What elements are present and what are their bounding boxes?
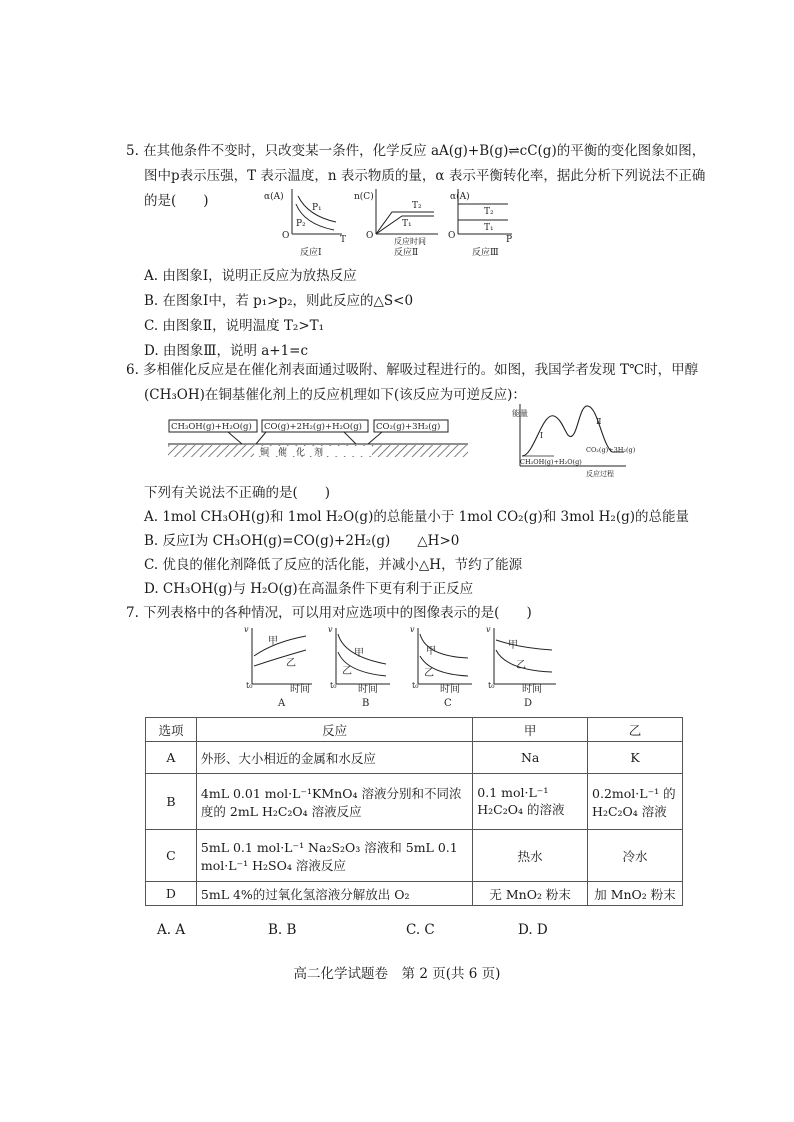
q5-fig1-xlabel: T <box>340 235 347 245</box>
q5-line-1: 5. 在其他条件不变时，只改变某一条件，化学反应 aA(g)+B(g)⇌cC(g)的平衡的变化图象如图， <box>126 143 706 159</box>
q7-graph-a <box>244 625 312 709</box>
q6-peak-1: Ⅰ <box>540 431 544 440</box>
q6-catalyst-label: 铜 催 化 剂 <box>260 448 324 458</box>
table-cell: 5mL 4%的过氧化氢溶液分解放出 O₂ <box>196 882 472 906</box>
q6-stem: 下列有关说法不正确的是( ) <box>144 485 331 501</box>
q6-energy-start: CH₃OH(g)+H₂O(g) <box>520 458 582 466</box>
svg-text:v: v <box>328 625 333 634</box>
svg-text:乙: 乙 <box>286 658 296 669</box>
q6-peak-2: Ⅱ <box>596 417 602 426</box>
svg-text:t₀: t₀ <box>412 681 419 690</box>
q5-fig3-ylabel: α(A) <box>450 192 470 202</box>
q6-energy-xlabel: 反应过程 <box>586 470 614 478</box>
q5-fig3-t2: T₂ <box>484 207 494 217</box>
q5-line-2: 图中p表示压强，T 表示温度，n 表示物质的量，α 表示平衡转化率，据此分析下列说法不正确 <box>144 168 706 184</box>
q5-fig2-t1: T₁ <box>402 219 412 229</box>
svg-text:时间: 时间 <box>358 684 378 695</box>
q5-figures <box>262 184 542 260</box>
svg-text:乙: 乙 <box>342 666 352 677</box>
q7-answer-d: D. D <box>518 922 548 938</box>
table-cell: 0.1 mol·L⁻¹ H₂C₂O₄ 的溶液 <box>473 774 588 830</box>
q6-energy-end: CO₂(g)+3H₂(g) <box>586 446 636 454</box>
table-cell: B <box>146 774 197 830</box>
table-cell: 加 MnO₂ 粉末 <box>588 882 683 906</box>
svg-text:A: A <box>278 698 286 709</box>
q6-line-2: (CH₃OH)在铜基催化剂上的反应机理如下(该反应为可逆反应)： <box>144 387 526 403</box>
svg-text:甲: 甲 <box>426 646 436 657</box>
q7-line-1: 7. 下列表格中的各种情况，可以用对应选项中的图像表示的是( ) <box>126 605 532 621</box>
table-cell: D <box>146 882 197 906</box>
q5-fig2-ylabel: n(C) <box>354 192 374 202</box>
table-cell: 外形、大小相近的金属和水反应 <box>196 742 472 774</box>
q5-fig3-xlabel: P <box>506 235 513 245</box>
table-cell: 热水 <box>473 830 588 882</box>
table-cell: 冷水 <box>588 830 683 882</box>
q6-mechanism-diagram <box>168 412 468 462</box>
q6-box-1-text: CH₃OH(g)+H₂O(g) <box>171 422 252 432</box>
q5-option-a: A. 由图象Ⅰ，说明正反应为放热反应 <box>144 268 357 284</box>
svg-text:v: v <box>244 625 249 634</box>
q5-fig2-origin: O <box>366 231 374 241</box>
q7-graph-c <box>410 625 472 709</box>
q5-fig3-caption: 反应Ⅲ <box>472 248 499 258</box>
table-row <box>146 742 683 774</box>
svg-text:C: C <box>444 698 452 709</box>
q6-option-b: B. 反应Ⅰ为 CH₃OH(g)=CO(g)+2H₂(g) △H>0 <box>144 533 460 549</box>
table-header-row <box>146 718 683 742</box>
table-cell: K <box>588 742 683 774</box>
q7-answer-a: A. A <box>157 922 186 938</box>
q5-option-b: B. 在图象Ⅰ中，若 p₁>p₂，则此反应的△S<0 <box>144 293 414 309</box>
q7-answer-c: C. C <box>406 922 435 938</box>
svg-text:D: D <box>524 698 533 709</box>
q6-option-c: C. 优良的催化剂降低了反应的活化能，并减小△H，节约了能源 <box>144 557 523 573</box>
svg-text:t₀: t₀ <box>488 681 495 690</box>
table-cell: 0.2mol·L⁻¹ 的 H₂C₂O₄ 溶液 <box>588 774 683 830</box>
table-row <box>146 774 683 830</box>
svg-text:v: v <box>410 625 415 634</box>
svg-text:v: v <box>486 625 491 634</box>
q7-answer-b: B. B <box>268 922 297 938</box>
q6-line-1: 6. 多相催化反应是在催化剂表面通过吸附、解吸过程进行的。如图，我国学者发现 T℃时，甲醇 <box>126 362 699 378</box>
svg-text:B: B <box>362 698 370 709</box>
q5-fig1-p1: P₁ <box>312 203 322 213</box>
table-header: 选项 <box>146 718 197 742</box>
q5-option-c: C. 由图象Ⅱ，说明温度 T₂>T₁ <box>144 318 325 334</box>
table-cell: 4mL 0.01 mol·L⁻¹KMnO₄ 溶液分别和不同浓度的 2mL H₂C₂O₄ 溶液反应 <box>196 774 472 830</box>
svg-text:时间: 时间 <box>522 684 542 695</box>
q5-fig1-caption: 反应Ⅰ <box>300 248 322 258</box>
page-footer: 高二化学试题卷 第 2 页(共 6 页) <box>293 966 501 982</box>
table-row <box>146 830 683 882</box>
q7-table <box>145 717 683 906</box>
table-header: 乙 <box>588 718 683 742</box>
q5-fig2-t2: T₂ <box>412 201 422 211</box>
table-cell: 无 MnO₂ 粉末 <box>473 882 588 906</box>
svg-text:甲: 甲 <box>354 648 364 659</box>
svg-text:乙: 乙 <box>516 660 526 671</box>
q7-graph-b <box>328 625 390 709</box>
table-row <box>146 882 683 906</box>
svg-text:乙: 乙 <box>424 668 434 679</box>
q6-box-2-text: CO(g)+2H₂(g)+H₂O(g) <box>264 422 362 432</box>
table-cell: A <box>146 742 197 774</box>
q5-fig3-origin: O <box>448 231 456 241</box>
table-cell: 5mL 0.1 mol·L⁻¹ Na₂S₂O₃ 溶液和 5mL 0.1 mol·L⁻¹ H₂SO₄ 溶液反应 <box>196 830 472 882</box>
table-cell: Na <box>473 742 588 774</box>
svg-text:时间: 时间 <box>440 684 460 695</box>
q5-fig3-t1: T₁ <box>484 223 494 233</box>
q6-box-3-text: CO₂(g)+3H₂(g) <box>376 422 441 432</box>
svg-text:t₀: t₀ <box>246 681 253 690</box>
q5-fig1-origin: O <box>282 231 290 241</box>
svg-text:t₀: t₀ <box>330 681 337 690</box>
q5-line-3: 的是( ) <box>144 193 209 209</box>
svg-text:甲: 甲 <box>508 640 518 651</box>
q5-fig2-caption: 反应Ⅱ <box>394 248 419 258</box>
q5-fig1-p2: P₂ <box>296 219 306 229</box>
svg-text:甲: 甲 <box>268 636 278 647</box>
q7-graph-d <box>486 625 556 709</box>
q5-fig2-xlabel: 反应时间 <box>394 237 426 246</box>
q5-fig3 <box>448 189 512 258</box>
q5-option-d: D. 由图象Ⅲ，说明 a+1=c <box>144 343 309 359</box>
q5-fig2 <box>354 189 438 258</box>
svg-text:时间: 时间 <box>290 684 310 695</box>
q5-fig1-ylabel: α(A) <box>264 192 284 202</box>
q5-fig1 <box>264 189 346 258</box>
q6-option-a: A. 1mol CH₃OH(g)和 1mol H₂O(g)的总能量小于 1mol CO₂(g)和 3mol H₂(g)的总能量 <box>144 509 690 525</box>
table-cell: C <box>146 830 197 882</box>
q6-energy-ylabel: 能量 <box>512 409 528 418</box>
q6-option-d: D. CH₃OH(g)与 H₂O(g)在高温条件下更有利于正反应 <box>144 581 474 597</box>
table-header: 甲 <box>473 718 588 742</box>
table-header: 反应 <box>196 718 472 742</box>
q6-energy-diagram <box>508 394 658 480</box>
q7-graphs <box>240 620 560 710</box>
